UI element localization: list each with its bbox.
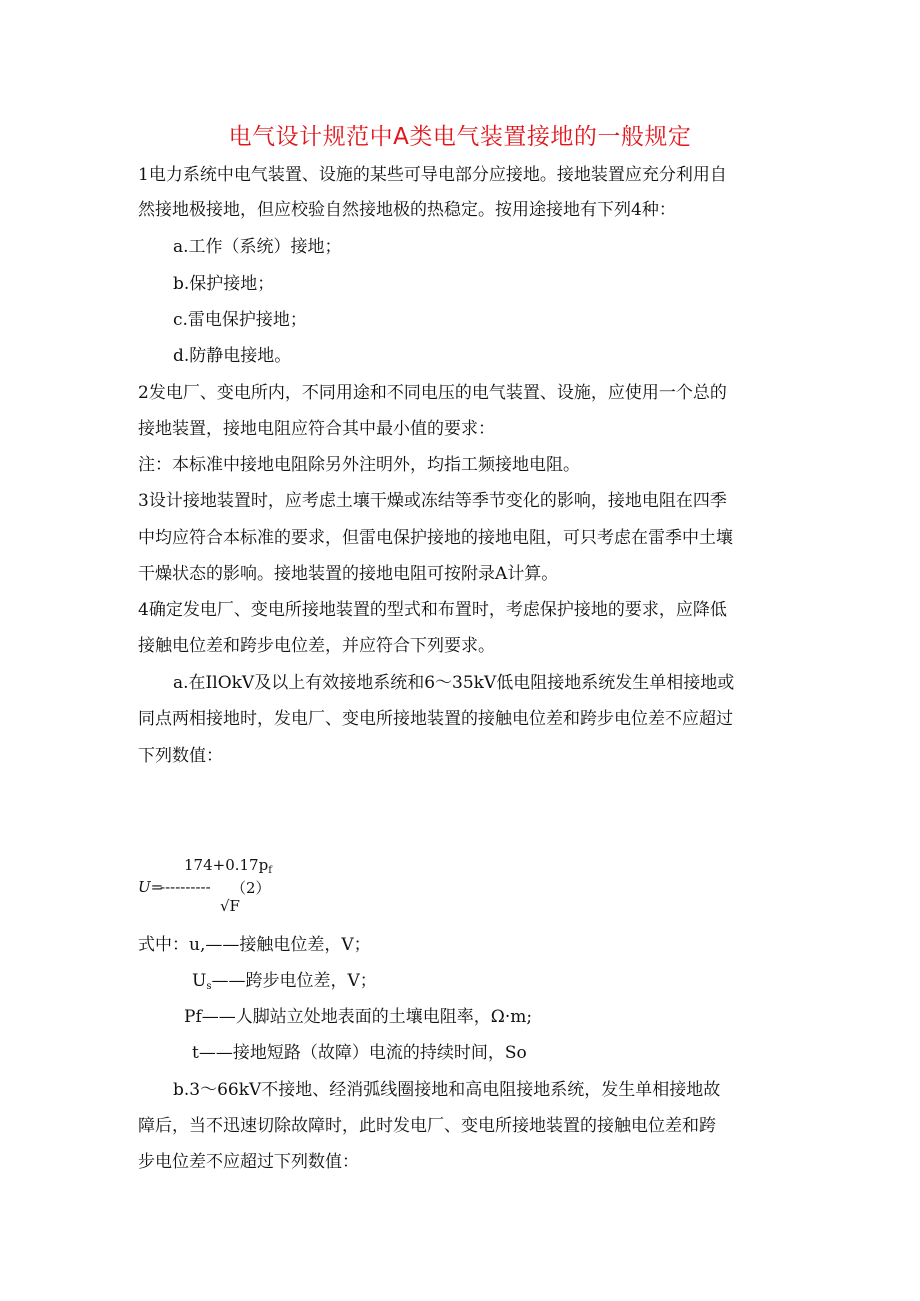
- item-4b-line-3: 步电位差不应超过下列数值：: [138, 1152, 359, 1172]
- item-4a-line-3: 下列数值：: [138, 746, 223, 766]
- document-title: 电气设计规范中A类电气装置接地的一般规定: [228, 124, 692, 150]
- t-definition: t——接地短路（故障）电流的持续时间，So: [192, 1043, 527, 1063]
- formula-numerator: $174+0.17p_f$: [184, 856, 272, 876]
- list-item-d: d.防静电接地。: [173, 346, 292, 366]
- list-item-a: a.工作（系统）接地；: [173, 237, 342, 257]
- item-4b-line-1: b.3～66kV不接地、经消弧线圈接地和高电阻接地系统，发生单相接地故: [173, 1080, 721, 1100]
- formula-equation-number: （2）: [231, 879, 271, 897]
- formula-2: [138, 856, 318, 918]
- section-3-line-3: 干燥状态的影响。接地装置的接地电阻可按附录A计算。: [138, 564, 559, 584]
- formula-fraction-bar: ----------: [160, 878, 211, 896]
- item-4a-line-2: 同点两相接地时，发电厂、变电所接地装置的接触电位差和跨步电位差不应超过: [138, 709, 733, 729]
- section-4-line-1: 4确定发电厂、变电所接地装置的型式和布置时，考虑保护接地的要求，应降低: [138, 600, 727, 620]
- us-definition: $U_s——$跨步电位差，V；: [192, 971, 377, 992]
- note-line: 注：本标准中接地电阻除另外注明外，均指工频接地电阻。: [138, 455, 580, 475]
- formula-denominator: √F: [220, 897, 240, 915]
- section-1-line-1: 1电力系统中电气装置、设施的某些可导电部分应接地。接地装置应充分利用自: [138, 165, 727, 185]
- section-2-line-1: 2发电厂、变电所内，不同用途和不同电压的电气装置、设施，应使用一个总的: [138, 383, 727, 403]
- section-1-line-2: 然接地极接地，但应校验自然接地极的热稳定。按用途接地有下列4种：: [138, 200, 676, 220]
- section-3-line-1: 3设计接地装置时，应考虑土壤干燥或冻结等季节变化的影响，接地电阻在四季: [138, 491, 727, 511]
- list-item-b: b.保护接地；: [173, 274, 275, 294]
- where-line: 式中：u,——接触电位差，V；: [138, 935, 371, 955]
- section-2-line-2: 接地装置，接地电阻应符合其中最小值的要求：: [138, 419, 495, 439]
- pf-definition: Pf——人脚站立处地表面的土壤电阻率，Ω·m;: [184, 1007, 533, 1027]
- section-3-line-2: 中均应符合本标准的要求，但雷电保护接地的接地电阻，可只考虑在雷季中土壤: [138, 528, 733, 548]
- section-4-line-2: 接触电位差和跨步电位差，并应符合下列要求。: [138, 636, 495, 656]
- formula-lhs: U=: [138, 878, 164, 896]
- list-item-c: c.雷电保护接地；: [173, 310, 307, 330]
- item-4b-line-2: 障后，当不迅速切除故障时，此时发电厂、变电所接地装置的接触电位差和跨: [138, 1116, 716, 1136]
- item-4a-line-1: a.在IlOkV及以上有效接地系统和6～35kV低电阻接地系统发生单相接地或: [173, 673, 735, 693]
